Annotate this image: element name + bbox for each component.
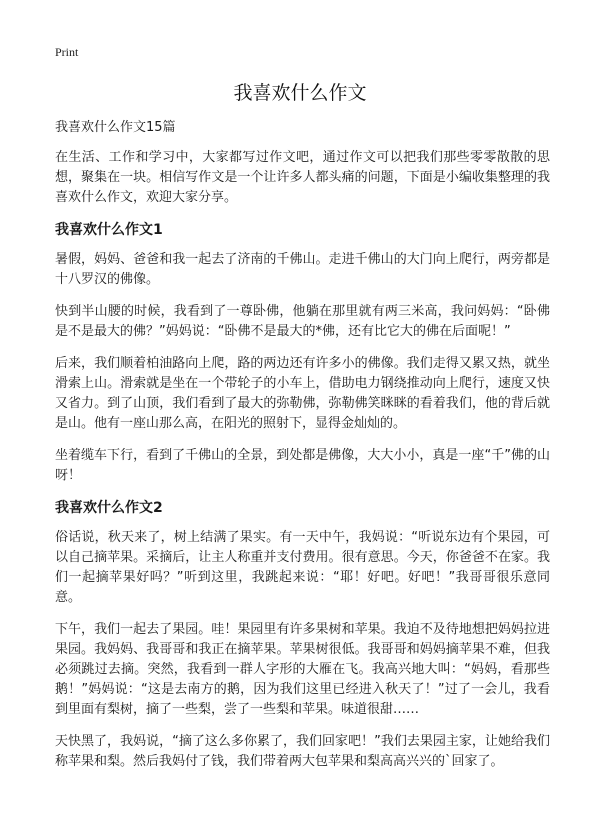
article-body xyxy=(55,118,550,784)
paragraph: 下午，我们一起去了果园。哇！果园里有许多果树和苹果。我迫不及待地想把妈妈拉进果园。我妈妈、我哥哥和我正在摘苹果。苹果树很低。我哥哥和妈妈摘苹果不难，但我必须跳过去摘。突然，我看到一群人字形的大雁在飞。我高兴地大叫：“妈妈，看那些鹅！”妈妈说：“这是去南方的鹅，因为我们这里已经进入秋天了！”过了一会儿，我看到里面有梨树，摘了一些梨，尝了一些梨和苹果。味道很甜…… xyxy=(55,622,550,717)
paragraph: 后来，我们顺着柏油路向上爬，路的两边还有许多小的佛像。我们走得又累又热，就坐滑索上山。滑索就是坐在一个带轮子的小车上，借助电力钢绕推动向上爬行，速度又快又省力。到了山顶，我们看到了最大的弥勒佛，弥勒佛笑眯眯的看着我们，他的背后就是山。他有一座山那么高，在阳光的照射下，显得金灿灿的。 xyxy=(55,356,550,431)
section-heading-1: 我喜欢什么作文1 xyxy=(55,222,163,238)
paragraph: 坐着缆车下行，看到了千佛山的全景，到处都是佛像，大大小小，真是一座“千”佛的山呀！ xyxy=(55,448,550,483)
page-title: 我喜欢什么作文 xyxy=(233,82,367,104)
print-link[interactable]: Print xyxy=(55,45,79,59)
paragraph: 俗话说，秋天来了，树上结满了果实。有一天中午，我妈说：“听说东边有个果园，可以自己摘苹果。采摘后，让主人称重并支付费用。很有意思。今天，你爸爸不在家。我们一起摘苹果好吗？”听到这里，我跳起来说：“耶！好吧。好吧！”我哥哥很乐意同意。 xyxy=(55,530,550,605)
paragraph: 暑假，妈妈、爸爸和我一起去了济南的千佛山。走进千佛山的大门向上爬行，两旁都是十八罗汉的佛像。 xyxy=(55,252,550,287)
paragraph: 天快黑了，我妈说，“摘了这么多你累了，我们回家吧！”我们去果园主家，让她给我们称苹果和梨。然后我妈付了钱，我们带着两大包苹果和梨高高兴兴的`回家了。 xyxy=(55,734,550,769)
section-heading-2: 我喜欢什么作文2 xyxy=(55,500,163,516)
article-subtitle: 我喜欢什么作文15篇 xyxy=(55,120,176,135)
intro-paragraph: 在生活、工作和学习中，大家都写过作文吧，通过作文可以把我们那些零零散散的思想，聚集在一块。相信写作文是一个让许多人都头痛的问题，下面是小编收集整理的我喜欢什么作文，欢迎大家分享。 xyxy=(55,150,550,205)
paragraph: 快到半山腰的时候，我看到了一尊卧佛，他躺在那里就有两三米高，我问妈妈：“卧佛是不是最大的佛？”妈妈说：“卧佛不是最大的*佛，还有比它大的佛在后面呢！” xyxy=(55,304,550,339)
